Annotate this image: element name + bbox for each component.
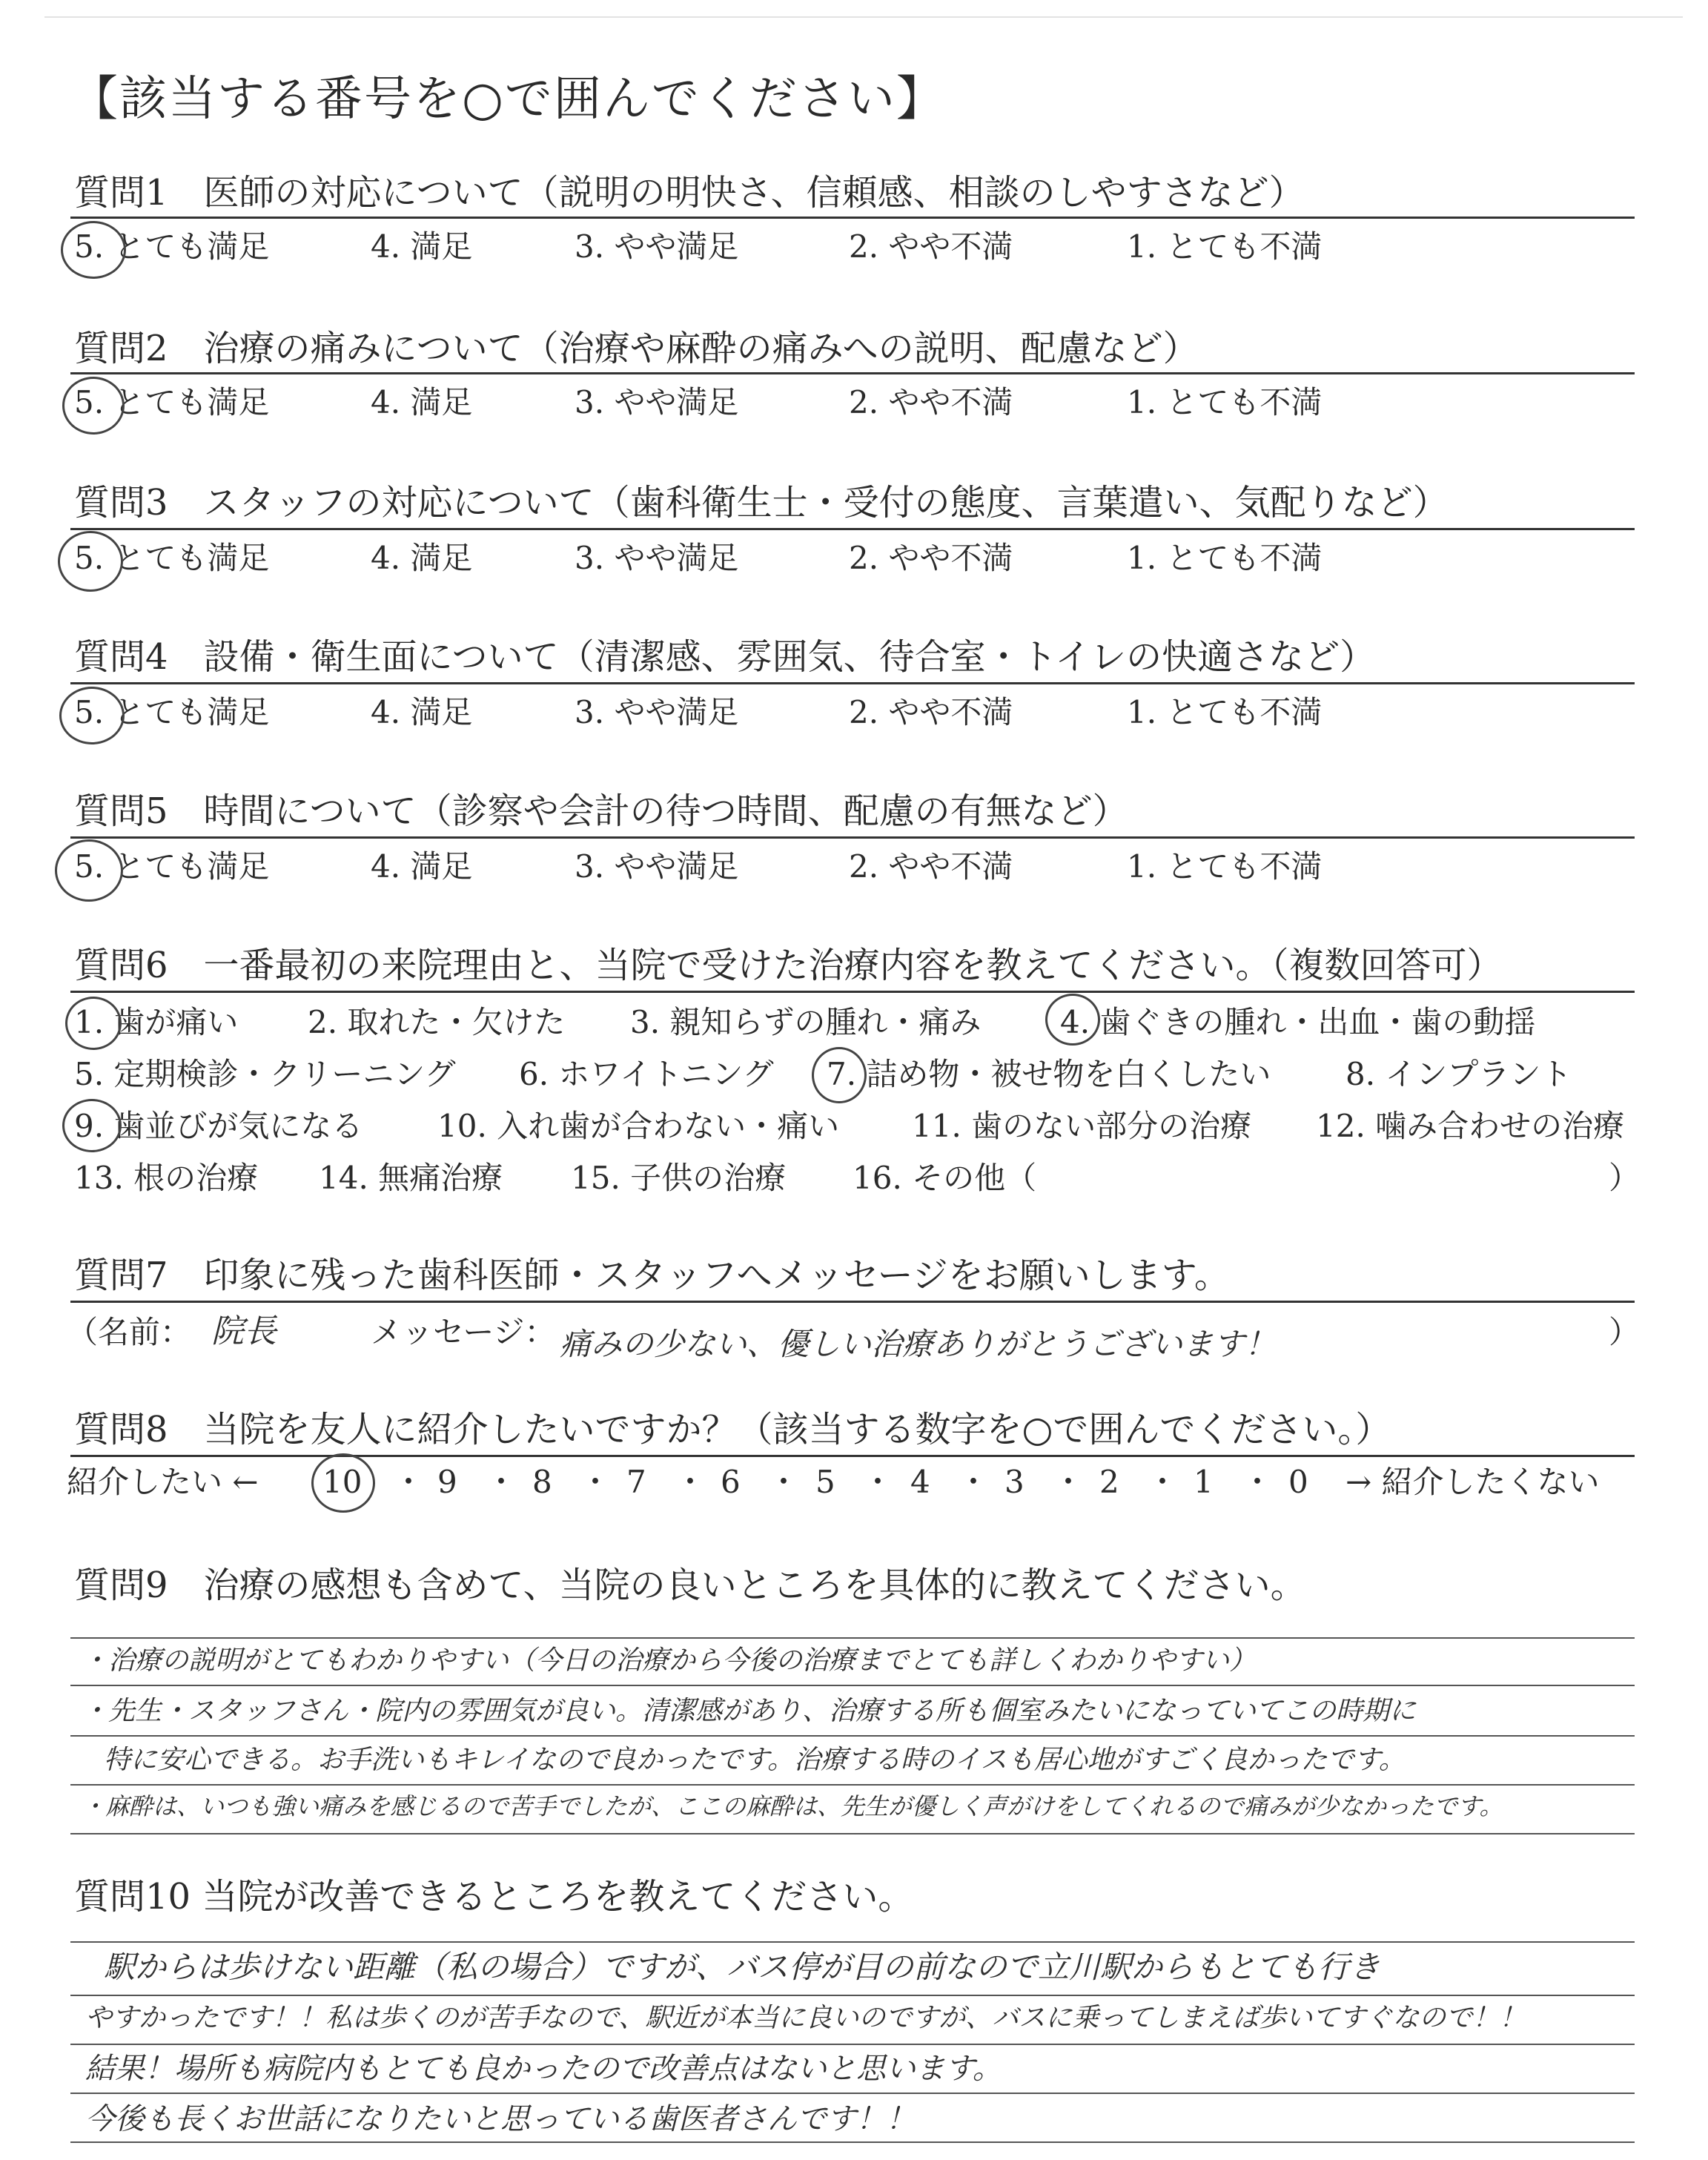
question-6-rule — [70, 991, 1635, 993]
q10-answer-line-3[interactable]: 結果！場所も病院内もとても良かったので改善点はないと思います。 — [85, 2052, 1002, 2086]
q5-option-4[interactable]: 4. 満足 — [371, 848, 473, 885]
q2-option-5[interactable]: 5. とても満足 — [74, 384, 270, 420]
q8-scale-6[interactable]: 6 — [721, 1464, 741, 1500]
q3-option-1[interactable]: 1. とても不満 — [1127, 540, 1323, 576]
question-8-rule — [70, 1455, 1635, 1457]
q9-answer-line-2[interactable]: ・先生・スタッフさん・院内の雰囲気が良い。清潔感があり、治療する所も個室みたいになっていてこの時期に — [82, 1696, 1417, 1726]
q1-option-4[interactable]: 4. 満足 — [371, 228, 473, 265]
question-7-rule — [70, 1301, 1635, 1303]
q8-scale-dot: ・ — [1147, 1464, 1179, 1500]
q6-option-6[interactable]: 6. ホワイトニング — [519, 1056, 774, 1092]
q6-option-13[interactable]: 13. 根の治療 — [74, 1160, 259, 1196]
q1-option-2[interactable]: 2. やや不満 — [849, 228, 1013, 265]
q2-option-1[interactable]: 1. とても不満 — [1127, 384, 1323, 420]
question-7-title: 質問7 印象に残った歯科医師・スタッフへメッセージをお願いします。 — [74, 1255, 1230, 1296]
q3-option-4[interactable]: 4. 満足 — [371, 540, 473, 576]
page-title: 【該当する番号を○で囲んでください】 — [70, 72, 945, 127]
q5-option-3[interactable]: 3. やや満足 — [575, 848, 739, 885]
q8-scale-dot: ・ — [486, 1464, 517, 1500]
q1-option-3[interactable]: 3. やや満足 — [575, 228, 739, 265]
q10-line-2 — [70, 2044, 1635, 2045]
q6-option-10[interactable]: 10. 入れ歯が合わない・痛い — [437, 1108, 840, 1144]
q10-answer-line-4[interactable]: 今後も長くお世話になりたいと思っている歯医者さんです！！ — [85, 2102, 916, 2136]
top-border — [44, 16, 1683, 18]
q8-scale-0[interactable]: 0 — [1288, 1464, 1308, 1500]
q3-option-2[interactable]: 2. やや不満 — [849, 540, 1013, 576]
q8-right-label: → 紹介したくない — [1345, 1464, 1600, 1500]
q5-option-1[interactable]: 1. とても不満 — [1127, 848, 1323, 885]
question-10-title: 質問10 当院が改善できるところを教えてください。 — [74, 1876, 914, 1918]
q6-option-3[interactable]: 3. 親知らずの腫れ・痛み — [630, 1004, 982, 1040]
question-1-title: 質問1 医師の対応について（説明の明快さ、信頼感、相談のしやすさなど） — [74, 172, 1305, 214]
question-8-title: 質問8 当院を友人に紹介したいですか？（該当する数字を○で囲んでください。） — [74, 1409, 1391, 1450]
question-5-rule — [70, 836, 1635, 839]
q4-option-3[interactable]: 3. やや満足 — [575, 694, 739, 730]
q5-option-2[interactable]: 2. やや不満 — [849, 848, 1013, 885]
question-4-rule — [70, 682, 1635, 684]
q3-option-3[interactable]: 3. やや満足 — [575, 540, 739, 576]
q7-message-label: メッセージ： — [371, 1314, 556, 1350]
question-3-title: 質問3 スタッフの対応について（歯科衛生士・受付の態度、言葉遣い、気配りなど） — [74, 482, 1449, 524]
q6-option-1[interactable]: 1. 歯が痛い — [74, 1004, 239, 1040]
q9-answer-line-4[interactable]: ・麻酔は、いつも強い痛みを感じるので苦手でしたが、ここの麻酔は、先生が優しく声がけをしてくれるので痛みが少なかったです。 — [82, 1792, 1503, 1820]
q8-scale-dot: ・ — [958, 1464, 990, 1500]
q6-option-5[interactable]: 5. 定期検診・クリーニング — [74, 1056, 456, 1092]
q8-scale-dot: ・ — [675, 1464, 706, 1500]
q9-line-4 — [70, 1833, 1635, 1834]
q8-scale-10[interactable]: 10 — [322, 1464, 363, 1500]
q6-option-14[interactable]: 14. 無痛治療 — [319, 1160, 503, 1196]
q7-name-label: （名前： — [67, 1314, 192, 1350]
q8-scale-5[interactable]: 5 — [815, 1464, 835, 1500]
q10-line-1 — [70, 1995, 1635, 1996]
q4-option-4[interactable]: 4. 満足 — [371, 694, 473, 730]
q9-line-3 — [70, 1784, 1635, 1786]
q2-option-3[interactable]: 3. やや満足 — [575, 384, 739, 420]
q10-line-4 — [70, 2141, 1635, 2143]
q7-name-value[interactable]: 院長 — [211, 1312, 277, 1350]
q8-scale-dot: ・ — [862, 1464, 894, 1500]
q8-scale-dot: ・ — [393, 1464, 425, 1500]
q9-line-2 — [70, 1735, 1635, 1737]
q8-left-label: 紹介したい ← — [67, 1464, 259, 1500]
q8-scale-7[interactable]: 7 — [626, 1464, 646, 1500]
q4-option-5[interactable]: 5. とても満足 — [74, 694, 270, 730]
question-4-title: 質問4 設備・衛生面について（清潔感、雰囲気、待合室・トイレの快適さなど） — [74, 636, 1376, 678]
q8-scale-1[interactable]: 1 — [1194, 1464, 1214, 1500]
q8-scale-4[interactable]: 4 — [910, 1464, 930, 1500]
q8-scale-dot: ・ — [768, 1464, 800, 1500]
q6-option-4[interactable]: 4. 歯ぐきの腫れ・出血・歯の動揺 — [1060, 1004, 1536, 1040]
q10-answer-line-1[interactable]: 駅からは歩けない距離（私の場合）ですが、バス停が目の前なので立川駅からもとても行き — [104, 1949, 1381, 1985]
q2-option-4[interactable]: 4. 満足 — [371, 384, 473, 420]
question-9-title: 質問9 治療の感想も含めて、当院の良いところを具体的に教えてください。 — [74, 1565, 1306, 1606]
q6-option-8[interactable]: 8. インプラント — [1345, 1056, 1572, 1092]
q8-scale-dot: ・ — [1053, 1464, 1085, 1500]
q10-line-0 — [70, 1941, 1635, 1943]
q4-option-2[interactable]: 2. やや不満 — [849, 694, 1013, 730]
q6-option-9[interactable]: 9. 歯並びが気になる — [74, 1108, 363, 1144]
q8-scale-2[interactable]: 2 — [1099, 1464, 1119, 1500]
question-2-title: 質問2 治療の痛みについて（治療や麻酔の痛みへの説明、配慮など） — [74, 328, 1199, 369]
q8-scale-3[interactable]: 3 — [1004, 1464, 1025, 1500]
q6-option-7[interactable]: 7. 詰め物・被せ物を白くしたい — [827, 1056, 1271, 1092]
q8-scale-dot: ・ — [1242, 1464, 1274, 1500]
q6-option-11[interactable]: 11. 歯のない部分の治療 — [912, 1108, 1252, 1144]
question-2-rule — [70, 372, 1635, 374]
q7-message-value[interactable]: 痛みの少ない、優しい治療ありがとうございます！ — [560, 1326, 1277, 1362]
q8-scale-9[interactable]: 9 — [437, 1464, 457, 1500]
q6-option-16[interactable]: 16. その他（ — [853, 1160, 1037, 1196]
q6-option-16-close: ） — [1609, 1160, 1641, 1196]
question-6-title: 質問6 一番最初の来院理由と、当院で受けた治療内容を教えてください。（複数回答可） — [74, 945, 1503, 986]
q8-scale-dot: ・ — [580, 1464, 612, 1500]
q3-option-5[interactable]: 5. とても満足 — [74, 540, 270, 576]
q6-option-12[interactable]: 12. 噛み合わせの治療 — [1316, 1108, 1625, 1144]
q4-option-1[interactable]: 1. とても不満 — [1127, 694, 1323, 730]
q2-option-2[interactable]: 2. やや不満 — [849, 384, 1013, 420]
q7-close-paren: ） — [1609, 1314, 1641, 1350]
q5-option-5[interactable]: 5. とても満足 — [74, 848, 270, 885]
question-5-title: 質問5 時間について（診察や会計の待つ時間、配慮の有無など） — [74, 790, 1128, 832]
question-3-rule — [70, 528, 1635, 530]
q1-option-1[interactable]: 1. とても不満 — [1127, 228, 1323, 265]
q9-line-1 — [70, 1685, 1635, 1686]
q9-line-0 — [70, 1637, 1635, 1639]
q6-option-15[interactable]: 15. 子供の治療 — [571, 1160, 787, 1196]
q8-scale-8[interactable]: 8 — [532, 1464, 552, 1500]
q10-answer-line-2[interactable]: やすかったです！！私は歩くのが苦手なので、駅近が本当に良いのですが、バスに乗ってしまえば歩いてすぐなので！！ — [85, 2003, 1526, 2033]
q1-option-5[interactable]: 5. とても満足 — [74, 228, 270, 265]
q10-line-3 — [70, 2093, 1635, 2094]
q9-answer-line-3[interactable]: 特に安心できる。お手洗いもキレイなので良かったです。治療する時のイスも居心地がすごく良かったです。 — [104, 1745, 1406, 1775]
q6-option-2[interactable]: 2. 取れた・欠けた — [308, 1004, 566, 1040]
q9-answer-line-1[interactable]: ・治療の説明がとてもわかりやすい（今日の治療から今後の治療までとても詳しくわかりやすい） — [82, 1645, 1257, 1676]
question-1-rule — [70, 217, 1635, 219]
